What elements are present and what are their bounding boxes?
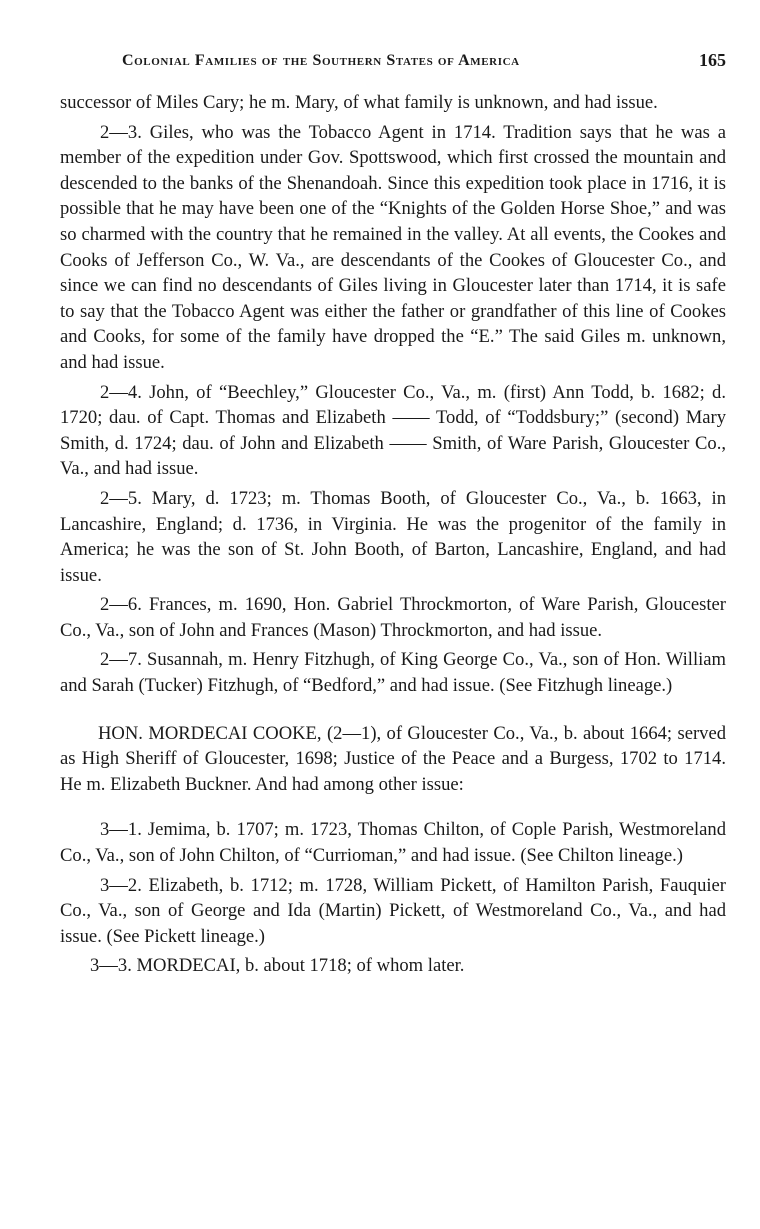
paragraph-susannah: 2—7. Susannah, m. Henry Fitzhugh, of King George Co., Va., son of Hon. William and Sarah (Tucker) Fitzhugh, of “Bedford,” and had issue. (See Fitzhugh lineage.): [60, 649, 726, 697]
body-text: [60, 90, 726, 979]
paragraph-jemima: 3—1. Jemima, b. 1707; m. 1723, Thomas Chilton, of Cople Parish, Westmoreland Co., Va., son of John Chilton, of “Currioman,” and had issue. (See Chilton lineage.): [60, 819, 726, 867]
paragraph-continuation: successor of Miles Cary; he m. Mary, of what family is unknown, and had issue.: [60, 92, 658, 113]
paragraph-mary: 2—5. Mary, d. 1723; m. Thomas Booth, of Gloucester Co., Va., b. 1663, in Lancashire, England; d. 1736, in Virginia. He was the progenitor of the family in America; he was the son of St. John Booth, of Barton, Lancashire, England, and had issue.: [60, 487, 726, 586]
paragraph-mordecai-cooke: HON. MORDECAI COOKE, (2—1), of Gloucester Co., Va., b. about 1664; served as High Sheriff of Gloucester, 1698; Justice of the Peace and a Burgess, 1702 to 1714. He m. Elizabeth Buckner. And had among other issue:: [60, 722, 726, 795]
paragraph-mordecai: 3—3. MORDECAI, b. about 1718; of whom later.: [90, 955, 465, 977]
paragraph-john: 2—4. John, of “Beechley,” Gloucester Co., Va., m. (first) Ann Todd, b. 1682; d. 1720; dau. of Capt. Thomas and Elizabeth —— Todd, of “Toddsbury;” (second) Mary Smith, d. 1724; dau. of John and Elizabeth —— Smith, of Ware Parish, Gloucester Co., Va., and had issue.: [60, 381, 726, 480]
paragraph-elizabeth: 3—2. Elizabeth, b. 1712; m. 1728, William Pickett, of Hamilton Parish, Fauquier Co., Va., son of George and Ida (Martin) Pickett, of Westmoreland Co., Va., and had issue. (See Pickett lineage.): [60, 874, 726, 947]
page-number: 165: [699, 50, 726, 70]
running-header: [60, 52, 726, 82]
running-title: Colonial Families of the Southern States of America: [122, 52, 520, 69]
paragraph-giles: 2—3. Giles, who was the Tobacco Agent in 1714. Tradition says that he was a member of the expedition under Gov. Spottswood, which first crossed the mountain and descended to the banks of the Shenandoah. Since this expedition took place in 1716, it is possible that he may have been one of the “Knights of the Golden Horse Shoe,” and was so charmed with the country that he remained in the valley. At all events, the Cookes and Cooks of Jefferson Co., W. Va., are descendants of the Cookes of Gloucester Co., and since we can find no descendants of Giles living in Gloucester later than 1714, it is safe to say that the Tobacco Agent was either the father or grandfather of this line of Cookes and Cooks, for some of the family have dropped the “E.” The said Giles m. unknown, and had issue.: [60, 121, 726, 373]
paragraph-frances: 2—6. Frances, m. 1690, Hon. Gabriel Throckmorton, of Ware Parish, Gloucester Co., Va., son of John and Frances (Mason) Throckmorton, and had issue.: [60, 594, 726, 641]
